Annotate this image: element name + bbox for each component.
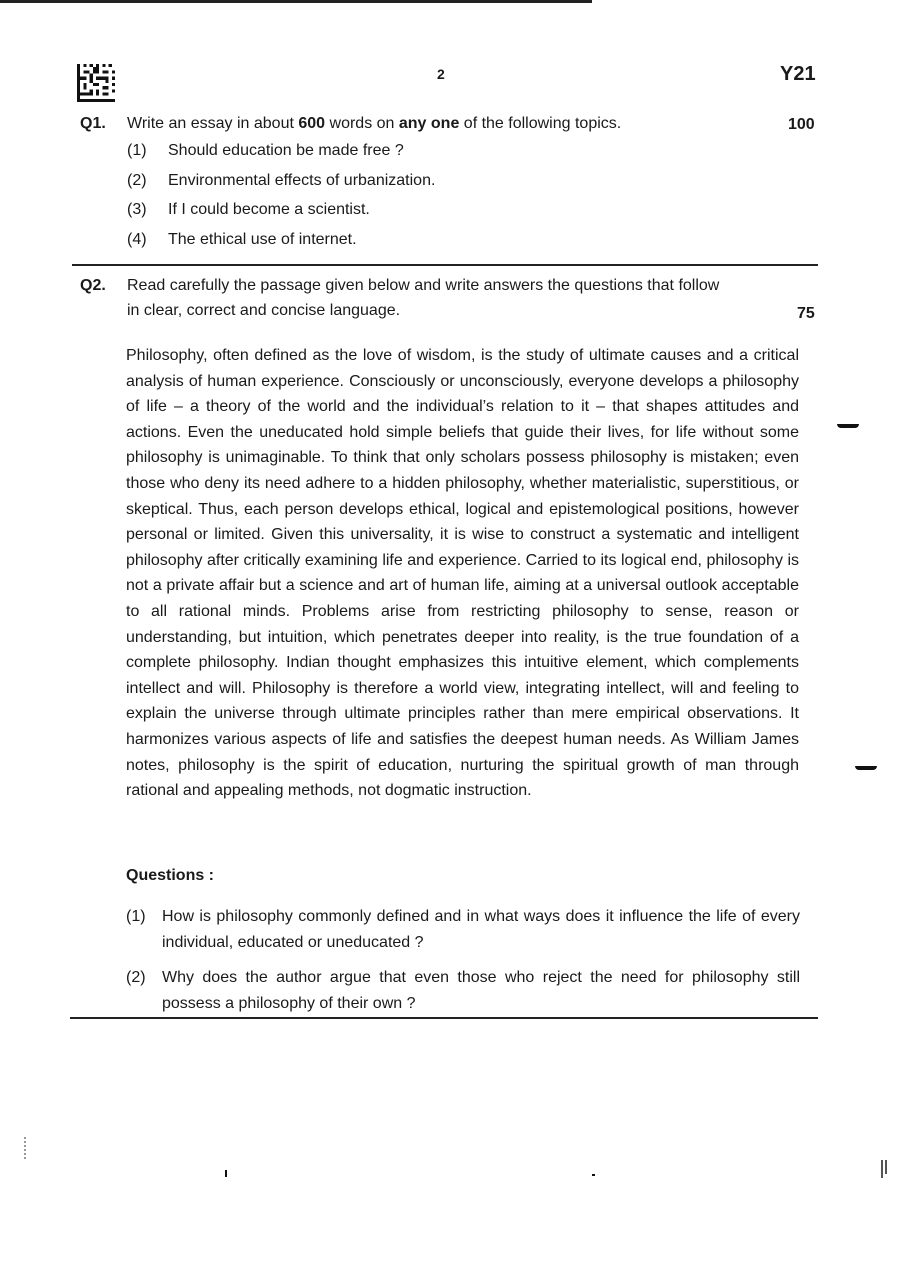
section-divider (70, 1017, 818, 1019)
q1-marks: 100 (788, 116, 815, 133)
topic-item: (1) Should education be made free ? (127, 142, 404, 159)
qr-code-icon (77, 64, 115, 102)
q2-instruction-line2: in clear, correct and concise language. (127, 302, 401, 319)
section-divider (72, 264, 818, 266)
scan-mark (881, 1160, 883, 1178)
q1-label: Q1. (80, 115, 106, 132)
q2-instruction-line1: Read carefully the passage given below and write answers the questions that follow (127, 277, 720, 294)
passage-text: Philosophy, often defined as the love of wisdom, is the study of ultimate causes and a critical analysis of human experience. Consciously or unconsciously, everyone develops a philosophy of life – a theory of the world and the individual’s relation to it – that shapes attitudes and actions. Even the uneducated hold simple beliefs that guide their lives, for life without some philosophy is unimaginable. To think that only scholars possess philosophy is mistaken; even those who deny its need adhere to a hidden philosophy, whether materialistic, superstitious, or skeptical. Thus, each person develops ethical, logical and epistemological positions, however personal or limited. Given this universality, it is wise to construct a systematic and intelligent philosophy after critically examining life and experience. Carried to its logical end, philosophy is not a private affair but a science and art of human life, aiming at a universal outlook acceptable to all rational minds. Problems arise from restricting philosophy to sense, reason or understanding, but intuition, which penetrates deeper into reality, is the true foundation of a complete philosophy. Indian thought emphasizes this intuitive element, which complements intellect and will. Philosophy is therefore a world view, integrating intellect, will and feeling to explain the universe through ultimate principles rather than mere empirical observations. It harmonizes various aspects of life and satisfies the deepest human needs. As William James notes, philosophy is the spirit of education, nurturing the spiritual growth of man through rational and appealing methods, not dogmatic instruction. (126, 347, 799, 800)
q2-marks: 75 (797, 305, 815, 322)
page-number: 2 (437, 66, 445, 82)
scan-mark (225, 1170, 227, 1177)
topic-item: (2) Environmental effects of urbanization. (127, 172, 436, 189)
question-text: How is philosophy commonly defined and in what ways does it influence the life of every individual, educated or uneducated ? (162, 908, 800, 951)
question-item (126, 965, 800, 1016)
top-edge-rule (0, 0, 592, 3)
topic-item: (3) If I could become a scientist. (127, 201, 370, 218)
q1-prompt: Write an essay in about 600 words on any one of the following topics. (127, 115, 622, 132)
scan-mark (885, 1160, 887, 1174)
scan-mark (855, 766, 877, 770)
scan-mark (592, 1174, 595, 1176)
question-text: Why does the author argue that even those who reject the need for philosophy still possess a philosophy of their own ? (162, 969, 800, 1012)
question-number: (1) (126, 908, 146, 925)
scan-mark (24, 1137, 28, 1159)
question-number: (2) (126, 969, 146, 986)
questions-heading: Questions : (126, 867, 215, 884)
q2-label: Q2. (80, 277, 106, 294)
scan-mark (837, 424, 859, 428)
question-item (126, 904, 800, 955)
topic-item: (4) The ethical use of internet. (127, 231, 357, 248)
paper-code: Y21 (780, 63, 816, 85)
